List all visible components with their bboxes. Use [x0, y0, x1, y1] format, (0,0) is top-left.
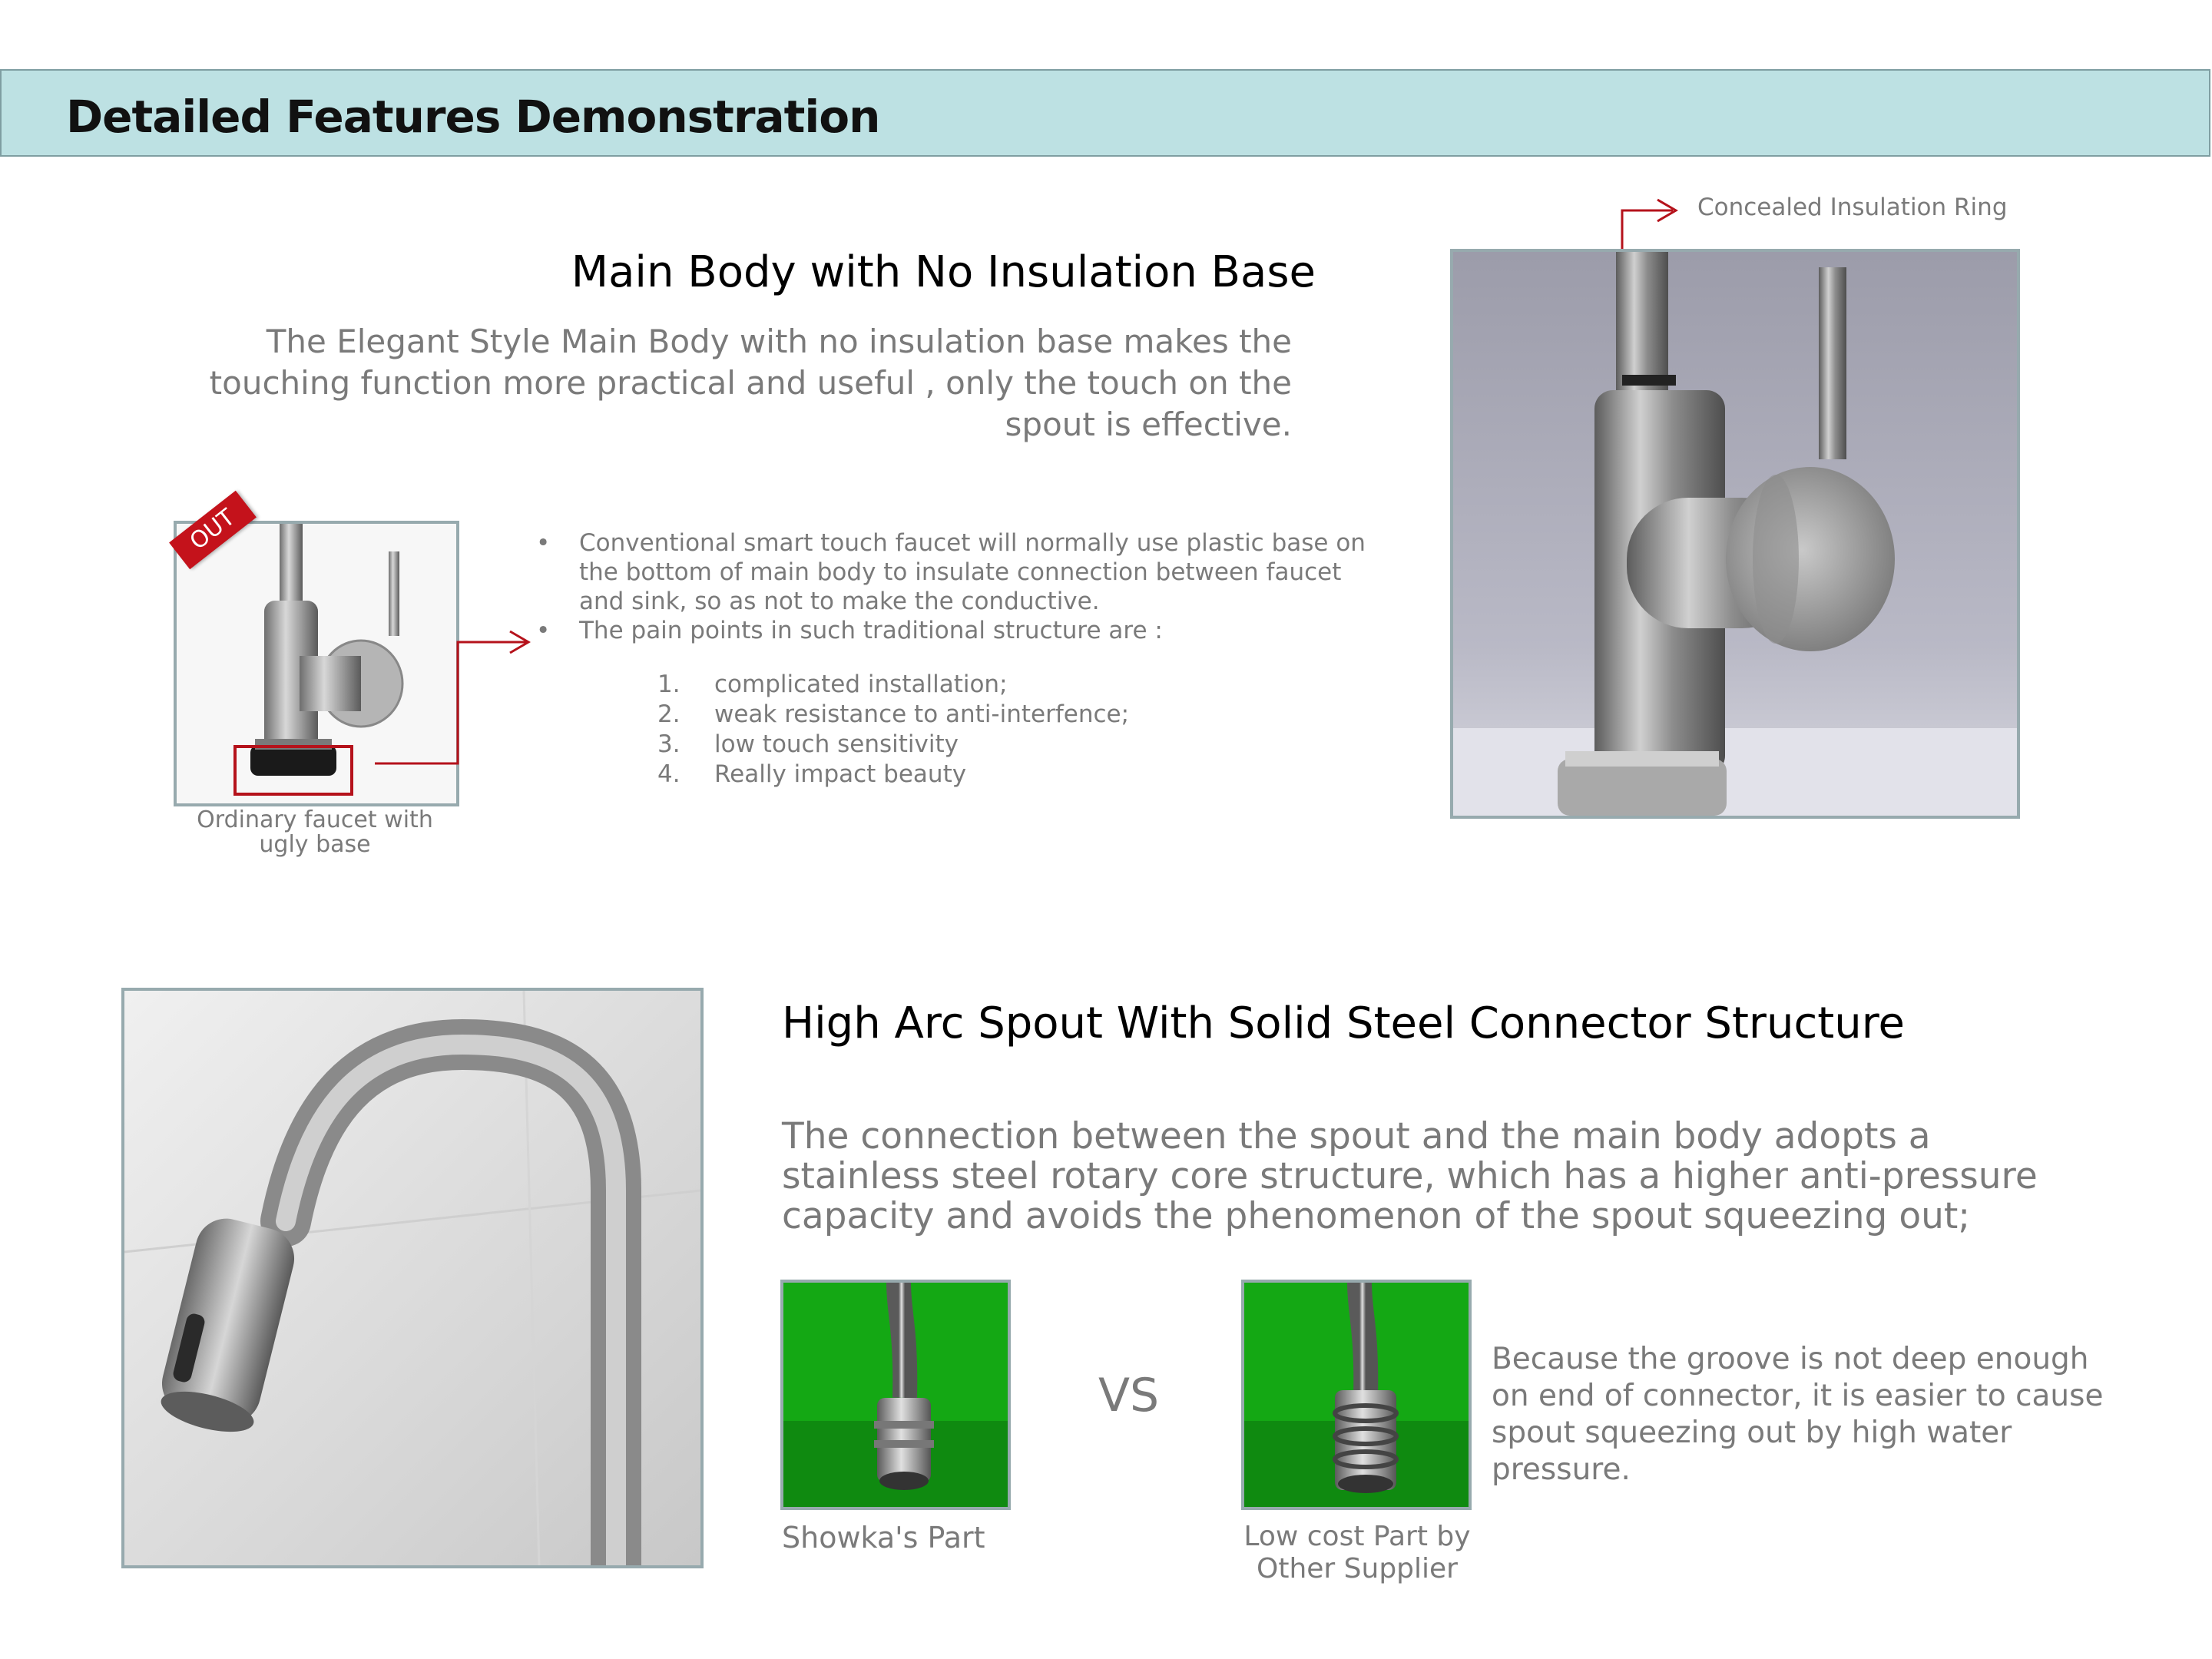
page-title: Detailed Features Demonstration: [66, 91, 880, 143]
pain-points-list: [657, 670, 1129, 790]
bullet-dot-icon: •: [536, 617, 551, 644]
section2-description: The connection between the spout and the main body adopts a stainless steel rotary core structure, which has a higher anti-pressure capacity and avoids the phenomenon of the spout squeezing out;: [782, 1115, 2038, 1237]
versus-label: VS: [1098, 1369, 1160, 1422]
concealed-ring-label: Concealed Insulation Ring: [1697, 194, 2008, 221]
lowcost-connector-illustration: [1244, 1283, 1469, 1507]
base-callout-line: [375, 642, 527, 763]
bullet-list: [536, 528, 1381, 645]
list-item: 2. weak resistance to anti-interfence;: [657, 700, 1130, 728]
main-faucet-illustration: [1453, 252, 2017, 816]
section2-title: High Arc Spout With Solid Steel Connector Structure: [782, 998, 1905, 1048]
section1-description: The Elegant Style Main Body with no insulation base makes the touching function more practical and useful , only the touch on the spout is effective.: [209, 323, 1292, 443]
out-badge: OUT: [169, 491, 257, 569]
spout-photo: [121, 988, 704, 1568]
showka-part-caption: Showka's Part: [782, 1521, 985, 1555]
showka-part-photo: [780, 1280, 1011, 1510]
main-faucet-photo: [1450, 249, 2020, 819]
base-highlight-box: [235, 747, 352, 794]
lowcost-part-photo: [1241, 1280, 1472, 1510]
ordinary-faucet-caption: Ordinary faucet with ugly base: [197, 806, 433, 858]
list-item: 3. low touch sensitivity: [657, 730, 959, 758]
lowcost-part-caption: Low cost Part by Other Supplier: [1243, 1521, 1471, 1584]
spout-illustration: [124, 991, 700, 1565]
groove-explanation: Because the groove is not deep enough on end of connector, it is easier to cause spout squeezing out by high water pressure.: [1492, 1342, 2104, 1487]
list-item: • The pain points in such traditional structure are :: [536, 617, 1163, 644]
list-item: • Conventional smart touch faucet will normally use plastic base on the bottom of main body to insulate connection between faucet and sink, so as not to make the conductive.: [536, 529, 1366, 615]
section1-title: Main Body with No Insulation Base: [571, 247, 1316, 297]
showka-connector-illustration: [783, 1283, 1008, 1507]
list-item: 1. complicated installation;: [657, 671, 1008, 698]
list-item: 4. Really impact beauty: [657, 760, 967, 788]
bullet-dot-icon: •: [536, 529, 551, 557]
